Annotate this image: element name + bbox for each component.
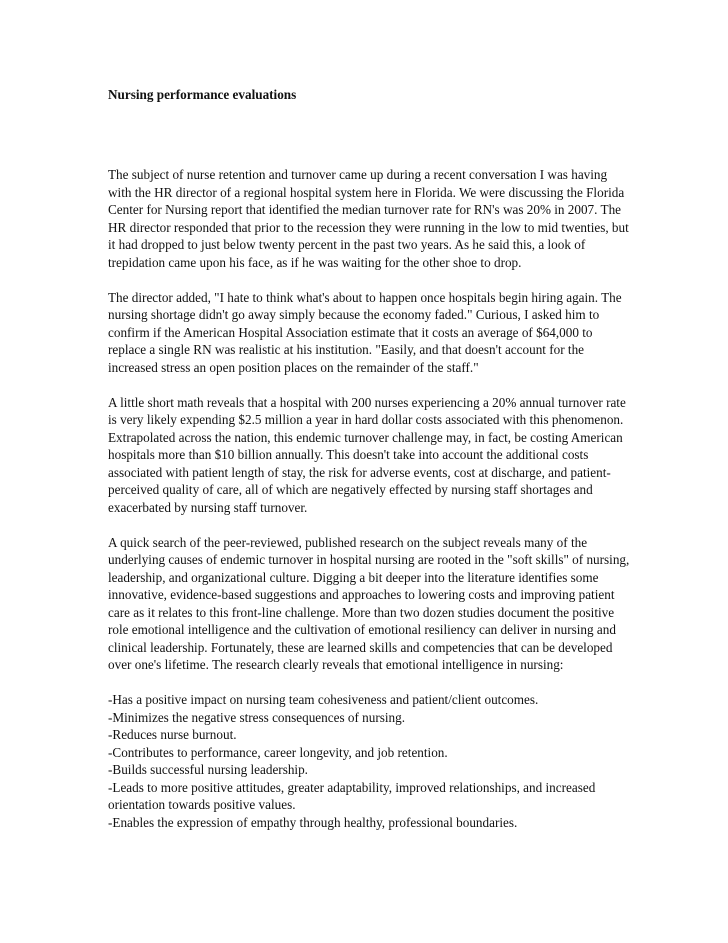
document-title: Nursing performance evaluations — [108, 87, 297, 102]
list-item: -Builds successful nursing leadership. — [108, 762, 308, 777]
list-item: -Enables the expression of empathy through healthy, professional boundaries. — [108, 814, 518, 830]
paragraph-research-summary: A quick search of the peer-reviewed, published research on the subject reveals many of the underlying causes of endemic turnover in hospital nursing are rooted in the "soft skills" of nursing, leadership, and organizational culture. Digging a bit deeper into the literature identifies some innovative, evidence-based suggestions and approaches to lowering costs and improving patient care as it relates to this front-line challenge. More than two dozen studies document the positive role emotional intelligence and the cultivation of emotional resiliency can deliver in nursing and clinical leadership. Fortunately, these are learned skills and competencies that can be developed over one's lifetime. The research clearly reveals that emotional intelligence in nursing: — [108, 534, 630, 672]
list-item: -Reduces nurse burnout. — [108, 727, 237, 742]
paragraph-retention-conversation: The subject of nurse retention and turnover came up during a recent conversation I was having with the HR director of a regional hospital system here in Florida. We were discussing the Florida Center for Nursing report that identified the median turnover rate for RN's was 20% in 2007. The HR director responded that prior to the recession they were running in the low to mid twenties, but it had dropped to just below twenty percent in the past two years. As he said this, a look of trepidation came upon his face, as if he was waiting for the other shoe to drop. — [108, 167, 629, 270]
paragraph-director-quote: The director added, "I hate to think what's about to happen once hospitals begin hiring again. The nursing shortage didn't go away simply because the economy faded." Curious, I asked him to confirm if the American Hospital Association estimate that it costs an average of $64,000 to replace a single RN was realistic at his institution. "Easily, and that doesn't account for the increased stress an open position places on the remainder of the staff." — [108, 289, 622, 375]
list-item: -Minimizes the negative stress consequences of nursing. — [108, 709, 406, 725]
list-item: -Leads to more positive attitudes, greater adaptability, improved relationships, and increased orientation towards positive values. — [108, 779, 596, 812]
paragraph-cost-math: A little short math reveals that a hospital with 200 nurses experiencing a 20% annual turnover rate is very likely expending $2.5 million a year in hard dollar costs associated with this phenomenon. Extrapolated across the nation, this endemic turnover challenge may, in fact, be costing American hospitals more than $10 billion annually. This doesn't take into account the additional costs associated with patient length of stay, the risk for adverse events, cost at discharge, and patient-perceived quality of care, all of which are negatively effected by nursing staff shortages and exacerbated by nursing staff turnover. — [108, 394, 626, 515]
document-body — [108, 166, 633, 831]
list-item: -Has a positive impact on nursing team cohesiveness and patient/client outcomes. — [108, 692, 539, 707]
list-item: -Contributes to performance, career longevity, and job retention. — [108, 744, 448, 760]
emotional-intelligence-benefits-list — [108, 691, 633, 831]
